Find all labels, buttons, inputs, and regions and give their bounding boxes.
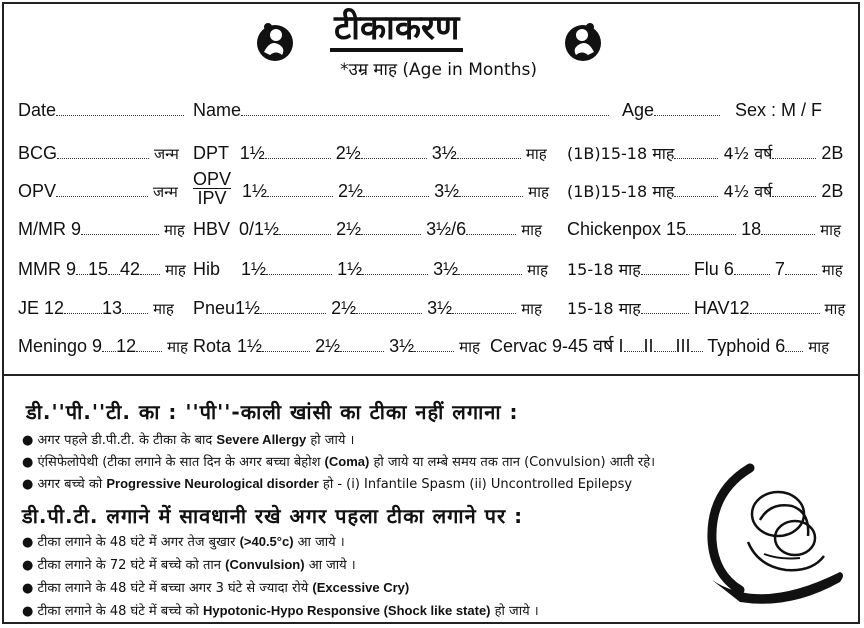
dpt-field-3[interactable]: [457, 144, 521, 159]
row-dpt-booster: [567, 142, 843, 165]
opv-dose-2: 2½: [338, 181, 364, 201]
chickenpox-field-1[interactable]: [686, 220, 736, 235]
opv-field[interactable]: [56, 182, 148, 197]
cervac-dose-3: III: [675, 336, 691, 356]
row-pneu: [193, 297, 542, 320]
dpt-dose-2: 2½: [335, 143, 361, 163]
row-hib-booster-flu: [567, 258, 843, 281]
je-field-2[interactable]: [122, 299, 148, 314]
bullet-text: टीका लगाने के 72 घंटे में बच्चे को तान: [37, 558, 226, 573]
row-je: [18, 297, 174, 320]
cervac-dose-2: II: [643, 336, 654, 356]
rota-label: Rota: [193, 336, 232, 356]
rota-field-3[interactable]: [414, 337, 454, 352]
dpt-booster-2b: 2B: [821, 143, 844, 163]
hbv-field-1[interactable]: [279, 220, 331, 235]
bullet-bold: (>40.5°c): [239, 534, 294, 549]
cervac-label: Cervac 9-45 वर्ष: [490, 336, 614, 356]
mmr9-field[interactable]: [81, 220, 159, 235]
rota-dose-1: 1½: [237, 336, 263, 356]
bcg-field[interactable]: [57, 144, 149, 159]
hav-field[interactable]: [750, 299, 820, 314]
bullet-bold: (Excessive Cry): [312, 580, 410, 595]
je-label: JE 12: [18, 298, 65, 318]
dpt-dose-1: 1½: [239, 143, 265, 163]
hib-booster-field[interactable]: [641, 260, 689, 275]
mmr-dose-2: 15: [88, 259, 109, 279]
opv-ipv-top: OPV: [193, 169, 232, 189]
dpt-field-1[interactable]: [265, 144, 331, 159]
row-opv-booster: [567, 180, 843, 203]
bullet-icon: ●: [22, 433, 34, 448]
rota-dose-2: 2½: [315, 336, 341, 356]
chickenpox-unit: माह: [820, 221, 841, 239]
mother-child-logo-icon: [564, 22, 602, 62]
section2-bullet-2: [22, 555, 356, 573]
row-pneu-booster-hav: [567, 297, 845, 320]
opv-booster-field[interactable]: [674, 182, 718, 197]
row-mmr9: [18, 218, 185, 241]
section-divider: [4, 374, 860, 376]
row-opv-ipv: [193, 170, 231, 207]
bullet-icon: ●: [22, 558, 34, 573]
bullet-text: हो जाये ।: [490, 604, 539, 619]
mmr-field-3[interactable]: [140, 260, 160, 275]
section1-bullet-3: [22, 474, 632, 492]
dpt-field-2[interactable]: [361, 144, 427, 159]
hbv-label: HBV: [193, 219, 231, 239]
opv-ipv-label: [193, 170, 231, 207]
flu-label: Flu 6: [693, 259, 734, 279]
meningo-dose-2: 12: [116, 336, 137, 356]
mmr-field-2[interactable]: [108, 260, 120, 275]
pneu-unit: माह: [521, 300, 543, 318]
pneu-field-1[interactable]: [260, 299, 326, 314]
opv-ipv-bottom: IPV: [197, 188, 227, 208]
bullet-bold: (Coma): [324, 454, 370, 469]
row-cervac-typhoid: [490, 335, 829, 358]
opv-booster-1b: (1B)15-18 माह: [567, 182, 675, 201]
chickenpox-field-2[interactable]: [761, 220, 815, 235]
bullet-bold: (Convulsion): [225, 557, 305, 572]
meningo-field-2[interactable]: [136, 337, 162, 352]
hbv-dose-1: 0/1½: [239, 219, 280, 239]
opv-unit: जन्म: [153, 183, 178, 201]
hib-dose-2: 1½: [337, 259, 363, 279]
opv-booster-age: 4½ वर्ष: [723, 182, 773, 201]
opv-field-2[interactable]: [363, 182, 429, 197]
opv-dose-1: 1½: [242, 181, 268, 201]
hav-label: HAV12: [693, 298, 750, 318]
hbv-field-3[interactable]: [466, 220, 516, 235]
mother-baby-hand-icon: [700, 462, 850, 612]
flu-field-2[interactable]: [785, 260, 817, 275]
name-label: Name: [193, 100, 242, 120]
bullet-text: टीका लगाने के 48 घंटे में बच्चा अगर 3 घंटे से ज्यादा रोये: [37, 581, 313, 596]
meningo-field-1[interactable]: [102, 337, 116, 352]
opv-label: OPV: [18, 181, 57, 201]
hib-dose-3: 3½: [433, 259, 459, 279]
cervac-field-2[interactable]: [654, 337, 676, 352]
mmr9-label: M/MR 9: [18, 219, 81, 239]
sex-label: Sex : M / F: [735, 100, 823, 120]
bullet-icon: ●: [22, 455, 34, 470]
section2-bullet-4: [22, 601, 539, 619]
mmr-unit: माह: [165, 261, 186, 279]
hbv-field-2[interactable]: [361, 220, 421, 235]
mmr-dose-3: 42: [120, 259, 141, 279]
opv-booster-2b: 2B: [821, 181, 844, 201]
bullet-text: आ जाये ।: [304, 558, 356, 573]
pneu-dose-3: 3½: [427, 298, 453, 318]
bullet-icon: ●: [22, 477, 34, 492]
bullet-text: आ जाये ।: [293, 535, 345, 550]
hbv-unit: माह: [521, 221, 543, 239]
bullet-text: हो - (i) Infantile Spasm (ii) Uncontrolled Epilepsy: [318, 477, 633, 492]
meningo-unit: माह: [167, 338, 188, 356]
date-label: Date: [18, 100, 57, 120]
bcg-unit: जन्म: [154, 145, 179, 163]
date-field[interactable]: [18, 99, 184, 121]
row-mmr: [18, 258, 186, 281]
page-title: टीकाकरण: [330, 8, 463, 52]
row-meningo: [18, 335, 188, 358]
hib-field-1[interactable]: [266, 260, 332, 275]
flu-field-1[interactable]: [734, 260, 770, 275]
bcg-label: BCG: [18, 143, 58, 163]
opv-field-1[interactable]: [267, 182, 333, 197]
age-field[interactable]: [622, 99, 720, 121]
row-dpt: [193, 142, 547, 165]
mother-child-logo-icon: [256, 22, 294, 62]
section2-bullet-3: [22, 578, 409, 596]
row-opv-doses: [242, 180, 549, 203]
opv-dose-3: 3½: [434, 181, 460, 201]
row-chickenpox: [567, 218, 841, 241]
chickenpox-dose-2: 18: [741, 219, 762, 239]
section1-bullet-1: [22, 430, 354, 448]
section1-bullet-2: [22, 452, 655, 470]
sex-field[interactable]: [735, 99, 822, 121]
page-subtitle: *उम्र माह (Age in Months): [340, 60, 537, 80]
cervac-field-1[interactable]: [624, 337, 644, 352]
dpt-booster-age: 4½ वर्ष: [723, 144, 773, 163]
je-dose-2: 13: [102, 298, 123, 318]
dpt-booster-field-2[interactable]: [772, 144, 816, 159]
pneu-dose-1: 1½: [235, 298, 261, 318]
section2-title: डी.पी.टी. लगाने में सावधानी रखे अगर पहला टीका लगाने पर :: [22, 504, 524, 528]
rota-field-1[interactable]: [262, 337, 310, 352]
mmr-label: MMR 9: [18, 259, 76, 279]
cervac-field-3[interactable]: [691, 337, 703, 352]
opv-field-3[interactable]: [459, 182, 523, 197]
bullet-text: अगर पहले डी.पी.टी. के टीका के बाद: [37, 433, 217, 448]
row-bcg: [18, 142, 179, 165]
bullet-text: एंसिफेलोपेथी (टीका लगाने के सात दिन के अगर बच्चा बेहोश: [37, 455, 325, 470]
pneu-field-3[interactable]: [452, 299, 516, 314]
je-unit: माह: [153, 300, 174, 318]
bullet-text: अगर बच्चे को: [37, 477, 107, 492]
hib-field-3[interactable]: [458, 260, 522, 275]
mmr9-unit: माह: [164, 221, 185, 239]
bullet-text: टीका लगाने के 48 घंटे में बच्चे को: [37, 604, 203, 619]
cervac-dose-1: I: [618, 336, 624, 356]
section2-bullet-1: [22, 532, 345, 550]
name-field[interactable]: [193, 99, 609, 121]
chickenpox-label: Chickenpox 15: [567, 219, 687, 239]
row-rota: [193, 335, 480, 358]
flu-unit: माह: [821, 261, 843, 279]
row-opv: [18, 180, 178, 203]
typhoid-field[interactable]: [785, 337, 803, 352]
bullet-icon: ●: [22, 581, 34, 596]
rota-field-2[interactable]: [340, 337, 384, 352]
pneu-booster-field[interactable]: [641, 299, 689, 314]
meningo-label: Meningo 9: [18, 336, 103, 356]
dpt-booster-field[interactable]: [674, 144, 718, 159]
hib-booster-label: 15-18 माह: [567, 260, 641, 279]
bullet-text: टीका लगाने के 48 घंटे में अगर तेज बुखार: [37, 535, 240, 550]
hbv-dose-2: 2½: [336, 219, 362, 239]
age-label: Age: [622, 100, 655, 120]
opv-dose-unit: माह: [528, 183, 549, 201]
row-hib: [193, 258, 548, 281]
rota-unit: माह: [459, 338, 480, 356]
bullet-icon: ●: [22, 604, 34, 619]
typhoid-label: Typhoid 6: [707, 336, 786, 356]
pneu-dose-2: 2½: [331, 298, 357, 318]
hav-unit: माह: [824, 300, 846, 318]
hib-label: Hib: [193, 259, 221, 279]
section1-title: डी.''पी.''टी. का : ''पी''-काली खांसी का टीका नहीं लगाना :: [26, 400, 519, 424]
dpt-booster-1b: (1B)15-18 माह: [567, 144, 675, 163]
mmr-field-1[interactable]: [76, 260, 88, 275]
hib-field-2[interactable]: [362, 260, 428, 275]
flu-dose-2: 7: [774, 259, 785, 279]
dpt-dose-3: 3½: [431, 143, 457, 163]
opv-booster-field-2[interactable]: [772, 182, 816, 197]
hbv-dose-3: 3½/6: [426, 219, 467, 239]
hib-unit: माह: [527, 261, 548, 279]
bullet-bold: Hypotonic-Hypo Responsive (Shock like state): [203, 603, 491, 618]
pneu-field-2[interactable]: [356, 299, 422, 314]
pneu-label: Pneu: [193, 298, 236, 318]
bullet-text: हो जाये या लम्बे समय तक तान (Convulsion) आती रहे।: [369, 455, 656, 470]
bullet-bold: Progressive Neurological disorder: [106, 476, 319, 491]
dpt-unit: माह: [525, 145, 547, 163]
hib-dose-1: 1½: [241, 259, 267, 279]
je-field-1[interactable]: [64, 299, 102, 314]
bullet-icon: ●: [22, 535, 34, 550]
row-hbv: [193, 218, 542, 241]
dpt-label: DPT: [193, 143, 229, 163]
rota-dose-3: 3½: [389, 336, 415, 356]
pneu-booster-label: 15-18 माह: [567, 299, 641, 318]
bullet-bold: Severe Allergy: [216, 432, 307, 447]
bullet-text: हो जाये ।: [306, 433, 355, 448]
typhoid-unit: माह: [808, 338, 830, 356]
